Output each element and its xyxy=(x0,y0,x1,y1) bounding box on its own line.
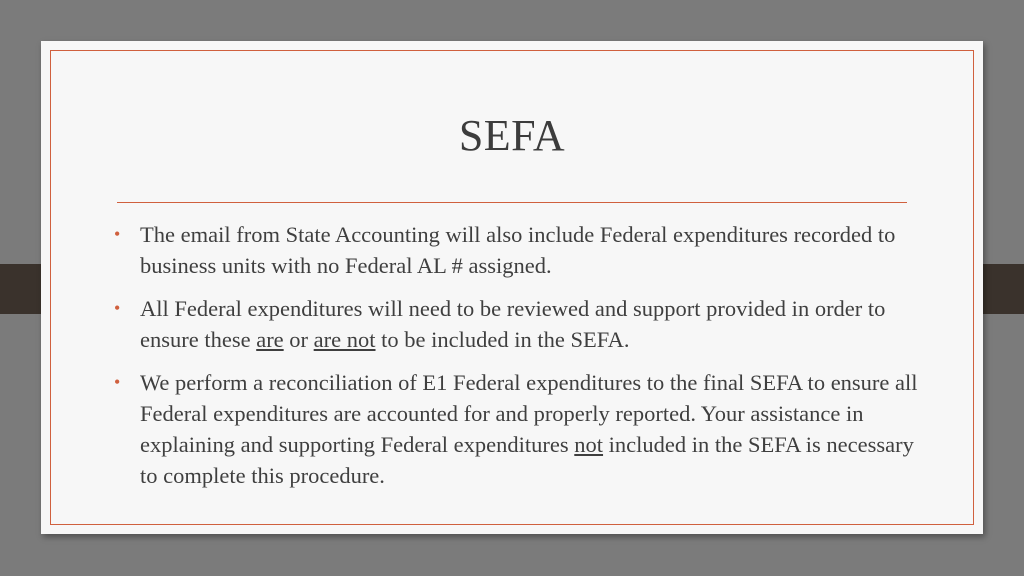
bullet-text: to be included in the SEFA. xyxy=(375,327,630,352)
slide-title: SEFA xyxy=(458,111,566,160)
slide-card xyxy=(41,41,983,534)
bullet-text: included in the SEFA is necessary to complete this procedure. xyxy=(140,432,914,488)
bullet-marker-icon: • xyxy=(114,224,121,244)
bullet-item-3 xyxy=(114,367,920,491)
bullet-marker-icon: • xyxy=(114,298,121,318)
bullet-list xyxy=(114,219,920,503)
bullet-item-1 xyxy=(114,219,920,281)
underlined-are-not: are not xyxy=(313,327,376,352)
bullet-marker-icon: • xyxy=(114,372,121,392)
bullet-text: We perform a reconciliation of E1 Federal expenditures to the final SEFA to ensure all Federal expenditures are accounted for and properly reported. Your assistance in explaining and supporting Federal expenditures xyxy=(140,370,918,457)
bullet-text: All Federal expenditures will need to be reviewed and support provided in order to ensure these xyxy=(140,296,886,352)
title-divider xyxy=(117,202,907,203)
underlined-not: not xyxy=(574,432,604,457)
bullet-text: The email from State Accounting will also include Federal expenditures recorded to business units with no Federal AL # assigned. xyxy=(140,222,896,278)
bullet-item-2 xyxy=(114,293,920,355)
underlined-are: are xyxy=(256,327,284,352)
bullet-text: or xyxy=(283,327,314,352)
